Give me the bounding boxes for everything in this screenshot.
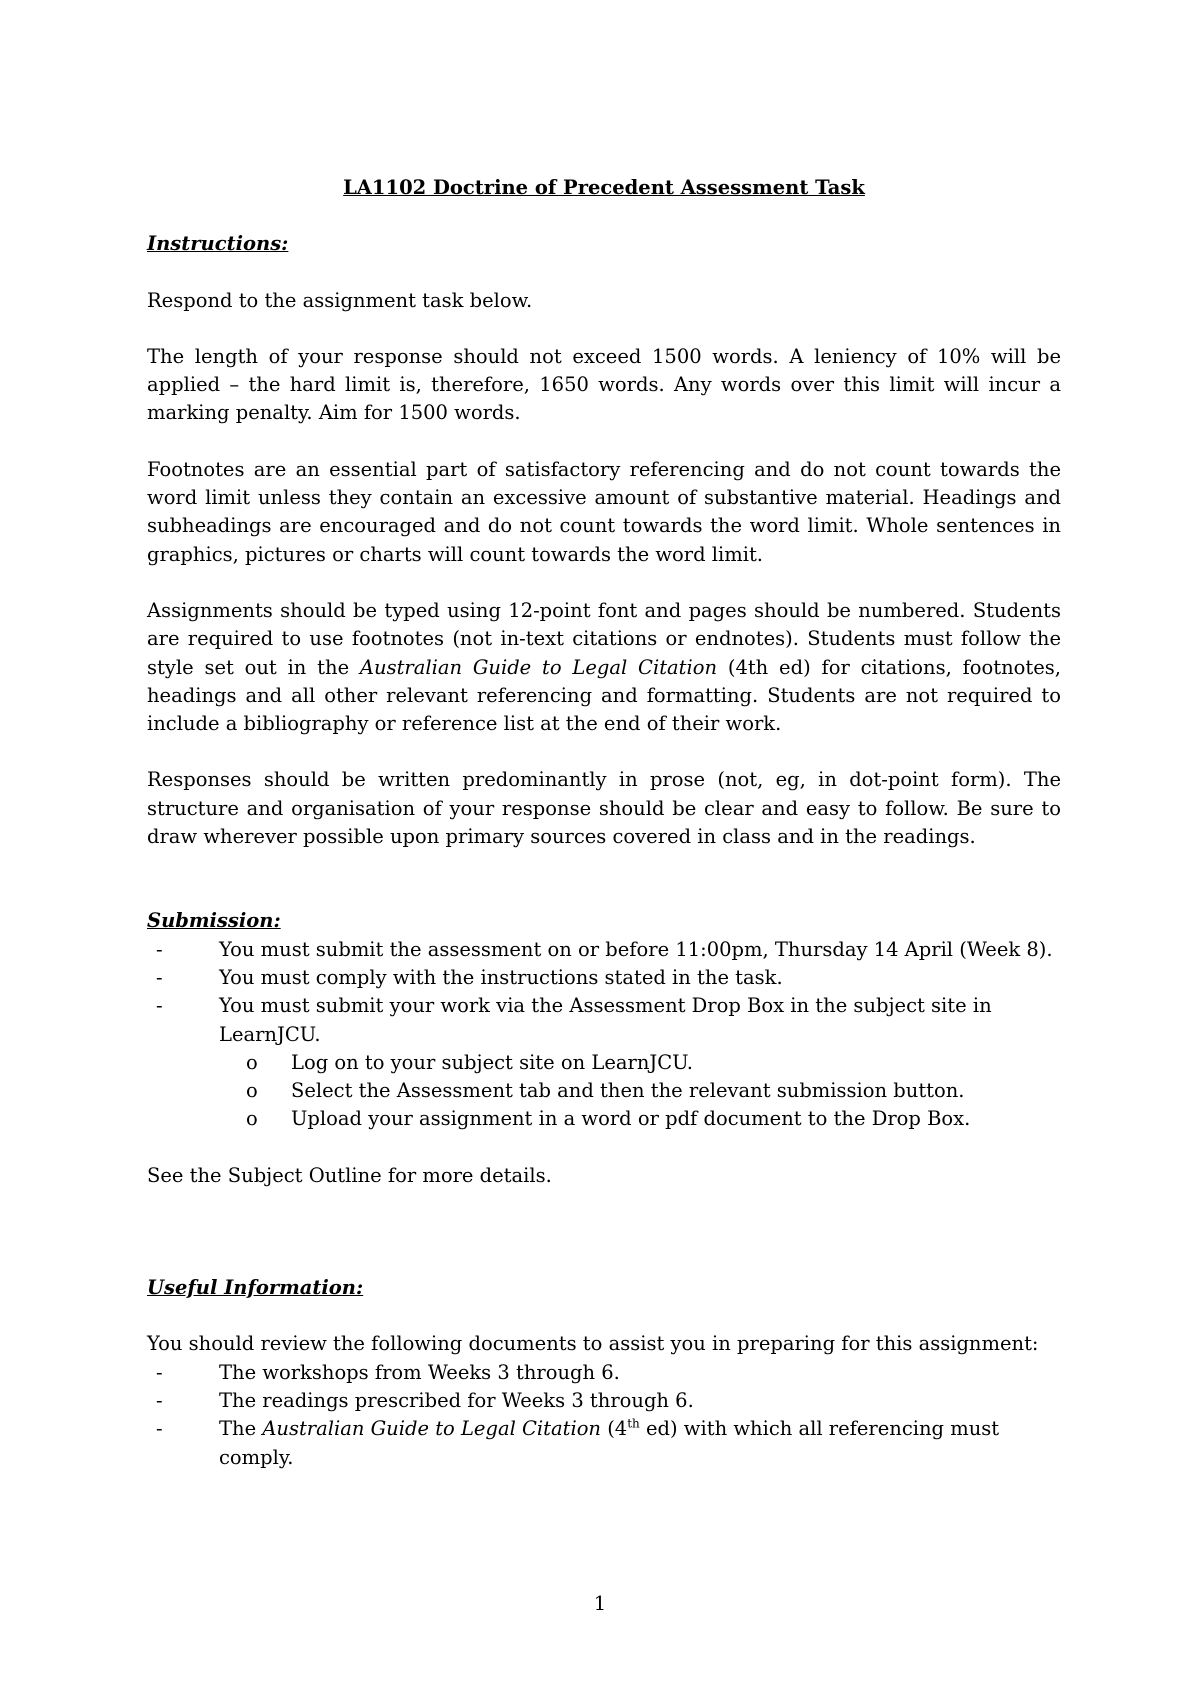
instructions-paragraph-4: [147, 597, 1061, 738]
dash-bullet: -: [156, 994, 163, 1018]
list-item: [147, 1105, 1061, 1133]
useful-item-3: [219, 1417, 999, 1468]
useful-intro: You should review the following documents to assist you in preparing for this assignment:: [147, 1332, 1039, 1356]
instructions-paragraph-2: The length of your response should not exceed 1500 words. A leniency of 10% will be applied – the hard limit is, therefore, 1650 words. Any words over this limit will incur a marking penalty. Aim for 1500 words.: [147, 344, 1061, 425]
list-item: [147, 992, 1061, 1133]
useful-item-3-text-c: ed) with which all referencing must comply.: [219, 1417, 1000, 1469]
p4-text-b: (4th ed) for citations, footnotes, headings and all other relevant referencing and formatting. Students are not required to include a bibliography or reference list at the end of their work.: [147, 655, 1061, 736]
submission-subitem-1: Log on to your subject site on LearnJCU.: [291, 1050, 693, 1074]
dash-bullet: -: [156, 965, 163, 989]
page-number: 1: [593, 1592, 607, 1615]
submission-subitem-3: Upload your assignment in a word or pdf document to the Drop Box.: [291, 1107, 971, 1131]
document-body: [147, 174, 1061, 1472]
useful-item-3-text-b: (4: [601, 1417, 628, 1441]
useful-item-3-text-a: The: [219, 1417, 263, 1441]
instructions-heading: Instructions:: [147, 232, 289, 256]
list-item: [147, 1359, 1061, 1387]
submission-subitem-2: Select the Assessment tab and then the relevant submission button.: [291, 1079, 965, 1103]
instructions-paragraph-1: Respond to the assignment task below.: [147, 288, 533, 312]
dash-bullet: -: [156, 1388, 163, 1412]
document-title: LA1102 Doctrine of Precedent Assessment Task: [343, 176, 865, 199]
list-item: [147, 1415, 1061, 1472]
o-bullet: o: [246, 1107, 258, 1131]
submission-item-1: You must submit the assessment on or before 11:00pm, Thursday 14 April (Week 8).: [219, 937, 1053, 961]
submission-item-2: You must comply with the instructions stated in the task.: [219, 965, 783, 989]
submission-item-3: You must submit your work via the Assessment Drop Box in the subject site in LearnJCU.: [219, 994, 992, 1046]
useful-item-3-citation-title: Australian Guide to Legal Citation: [262, 1417, 601, 1441]
o-bullet: o: [246, 1079, 258, 1103]
useful-item-2: The readings prescribed for Weeks 3 through 6.: [219, 1388, 694, 1412]
useful-list: [147, 1359, 1061, 1472]
submission-heading: Submission:: [147, 909, 281, 933]
subject-outline-note: See the Subject Outline for more details.: [147, 1163, 552, 1187]
list-item: [147, 1077, 1061, 1105]
dash-bullet: -: [156, 1417, 163, 1441]
list-item: [147, 1387, 1061, 1415]
useful-item-1: The workshops from Weeks 3 through 6.: [219, 1360, 620, 1384]
useful-information-heading: Useful Information:: [147, 1276, 364, 1300]
p4-citation-title: Australian Guide to Legal Citation: [359, 655, 718, 679]
list-item: [147, 1049, 1061, 1077]
p4-text-a: Assignments should be typed using 12-point font and pages should be numbered. Students are required to use footnotes (not in-text citations or endnotes). Students must follow the style set out in the: [147, 598, 1061, 679]
instructions-paragraph-5: Responses should be written predominantly in prose (not, eg, in dot-point form). The structure and organisation of your response should be clear and easy to follow. Be sure to draw wherever possible upon primary sources covered in class and in the readings.: [147, 768, 1061, 849]
submission-sublist: [219, 1049, 1061, 1134]
o-bullet: o: [246, 1050, 258, 1074]
ordinal-superscript: th: [627, 1416, 640, 1431]
dash-bullet: -: [156, 1360, 163, 1384]
dash-bullet: -: [156, 937, 163, 961]
list-item: [147, 964, 1061, 992]
submission-list: [147, 936, 1061, 1134]
instructions-paragraph-3: Footnotes are an essential part of satisfactory referencing and do not count towards the word limit unless they contain an excessive amount of substantive material. Headings and subheadings are encouraged and do not count towards the word limit. Whole sentences in graphics, pictures or charts will count towards the word limit.: [147, 457, 1061, 566]
list-item: [147, 936, 1061, 964]
